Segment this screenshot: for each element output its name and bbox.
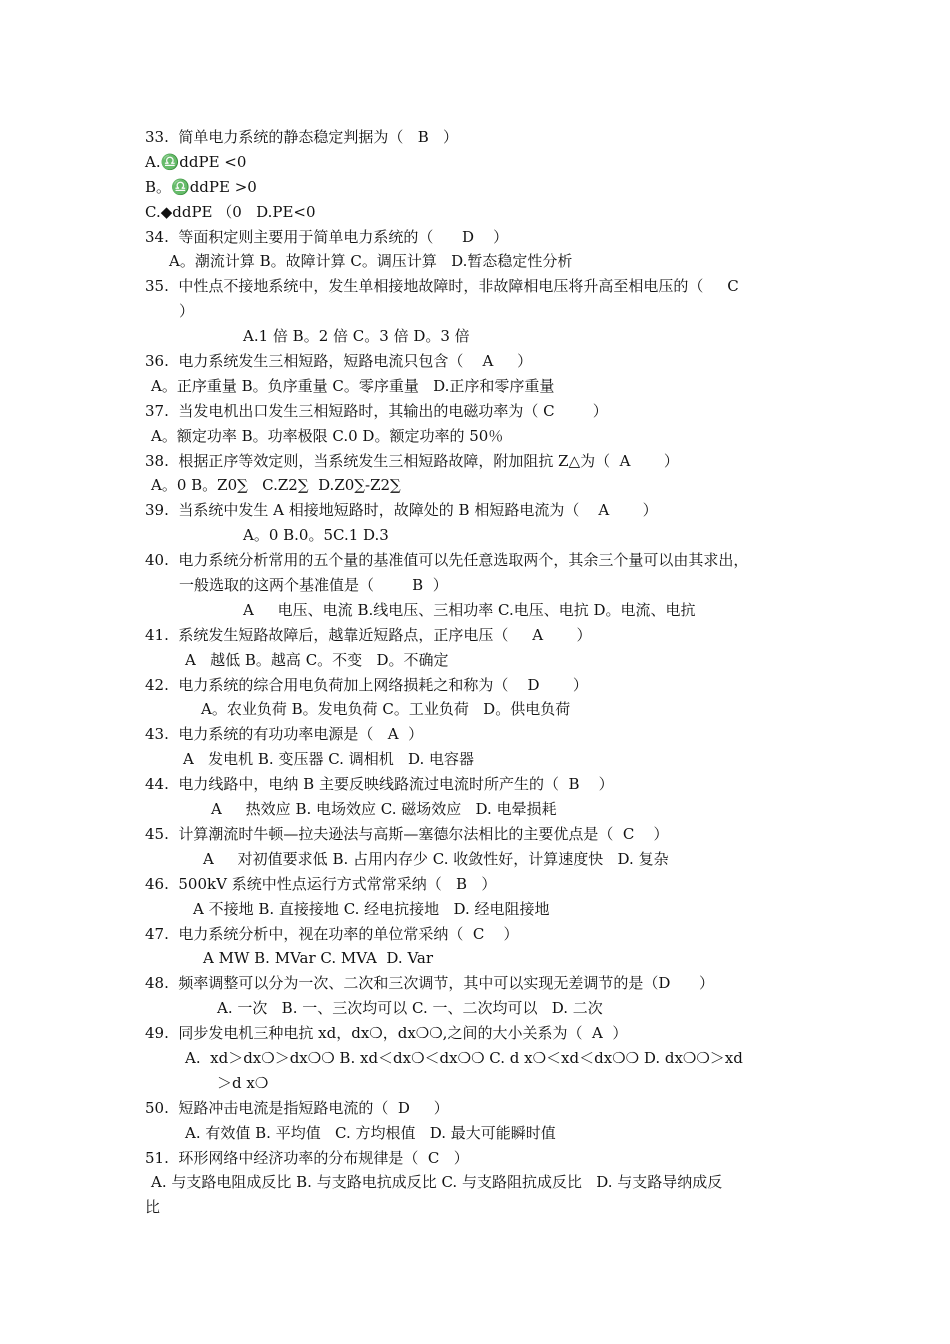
document-line: A 电压、电流 B.线电压、三相功率 C.电压、电抗 D。电流、电抗 bbox=[243, 600, 696, 619]
document-line: A。额定功率 B。功率极限 C.0 D。额定功率的 50％ bbox=[151, 426, 504, 445]
document-line: ） bbox=[179, 302, 195, 321]
document-line: 37. 当发电机出口发生三相短路时，其输出的电磁功率为（ C ） bbox=[145, 401, 608, 420]
document-line: 34. 等面积定则主要用于简单电力系统的（ D ） bbox=[145, 227, 509, 246]
document-line: 41. 系统发生短路故障后，越靠近短路点，正序电压（ A ） bbox=[145, 625, 592, 644]
document-line: A。农业负荷 B。发电负荷 C。工业负荷 D。供电负荷 bbox=[201, 700, 571, 719]
document-line: A. 与支路电阻成反比 B. 与支路电抗成反比 C. 与支路阻抗成反比 D. 与支路导纳成反 bbox=[151, 1173, 723, 1192]
document-line: A 热效应 B. 电场效应 C. 磁场效应 D. 电晕损耗 bbox=[211, 800, 557, 819]
document-line: 比 bbox=[145, 1198, 161, 1217]
document-line: A 不接地 B. 直接接地 C. 经电抗接地 D. 经电阻接地 bbox=[193, 899, 550, 918]
document-line: 51. 环形网络中经济功率的分布规律是（ C ） bbox=[145, 1148, 469, 1167]
document-line: A。0 B.0。5C.1 D.3 bbox=[243, 526, 389, 545]
document-line: A. xd＞dx❍＞dx❍❍ B. xd＜dx❍＜dx❍❍ C. d x❍＜xd＜dx❍❍ D. dx❍❍＞xd bbox=[185, 1048, 743, 1067]
document-line: 一般选取的这两个基准值是（ B ） bbox=[179, 576, 448, 595]
document-line: A 发电机 B. 变压器 C. 调相机 D. 电容器 bbox=[183, 750, 475, 769]
document-line: 48. 频率调整可以分为一次、二次和三次调节，其中可以实现无差调节的是（D ） bbox=[145, 974, 715, 993]
document-line: 50. 短路冲击电流是指短路电流的（ D ） bbox=[145, 1098, 449, 1117]
document-line: A. 一次 B. 一、三次均可以 C. 一、二次均可以 D. 二次 bbox=[217, 999, 603, 1018]
document-line: ＞d x❍ bbox=[217, 1073, 269, 1092]
document-line: 42. 电力系统的综合用电负荷加上网络损耗之和称为（ D ） bbox=[145, 675, 588, 694]
document-line: 33. 简单电力系统的静态稳定判据为（ B ） bbox=[145, 128, 459, 146]
document-line: 36. 电力系统发生三相短路，短路电流只包含（ A ） bbox=[145, 352, 533, 371]
document-line: 43. 电力系统的有功功率电源是（ A ） bbox=[145, 725, 424, 744]
document-line: 49. 同步发电机三种电抗 xd，dx❍，dx❍❍,之间的大小关系为（ A ） bbox=[145, 1024, 628, 1043]
document-line: A 越低 B。越高 C。不变 D。不确定 bbox=[185, 650, 449, 669]
document-line: A。0 B。Z0∑ C.Z2∑ D.Z0∑-Z2∑ bbox=[151, 476, 401, 495]
document-line: A.1 倍 B。2 倍 C。3 倍 D。3 倍 bbox=[243, 327, 470, 346]
document-line: C.◆ddPE （0 D.PE<0 bbox=[145, 202, 316, 221]
document-line: A MW B. MVar C. MVA D. Var bbox=[203, 949, 434, 968]
document-line: A。正序重量 B。负序重量 C。零序重量 D.正序和零序重量 bbox=[151, 376, 555, 395]
document-line: A 对初值要求低 B. 占用内存少 C. 收敛性好，计算速度快 D. 复杂 bbox=[203, 849, 669, 868]
document-line: 47. 电力系统分析中，视在功率的单位常采纳（ C ） bbox=[145, 924, 519, 943]
document-line: A。潮流计算 B。故障计算 C。调压计算 D.暂态稳定性分析 bbox=[169, 252, 573, 271]
document-line: 40. 电力系统分析常用的五个量的基准值可以先任意选取两个，其余三个量可以由其求出， bbox=[145, 551, 749, 570]
document-line: A.♎ddPE <0 bbox=[145, 152, 247, 171]
document-line: 46. 500kV 系统中性点运行方式常常采纳（ B ） bbox=[145, 874, 497, 893]
document-line: 38. 根据正序等效定则，当系统发生三相短路故障，附加阻抗 Z△为（ A ） bbox=[145, 451, 679, 470]
question-list bbox=[145, 125, 825, 1220]
document-line: 39. 当系统中发生 A 相接地短路时，故障处的 B 相短路电流为（ A ） bbox=[145, 501, 658, 520]
document-line: A. 有效值 B. 平均值 C. 方均根值 D. 最大可能瞬时值 bbox=[185, 1123, 556, 1142]
document-line: B。♎ddPE >0 bbox=[145, 177, 257, 196]
document-line: 44. 电力线路中，电纳 B 主要反映线路流过电流时所产生的（ B ） bbox=[145, 775, 614, 794]
document-line: 35. 中性点不接地系统中，发生单相接地故障时，非故障相电压将升高至相电压的（ C bbox=[145, 277, 739, 296]
document-line: 45. 计算潮流时牛顿—拉夫逊法与高斯—塞德尔法相比的主要优点是（ C ） bbox=[145, 824, 669, 843]
